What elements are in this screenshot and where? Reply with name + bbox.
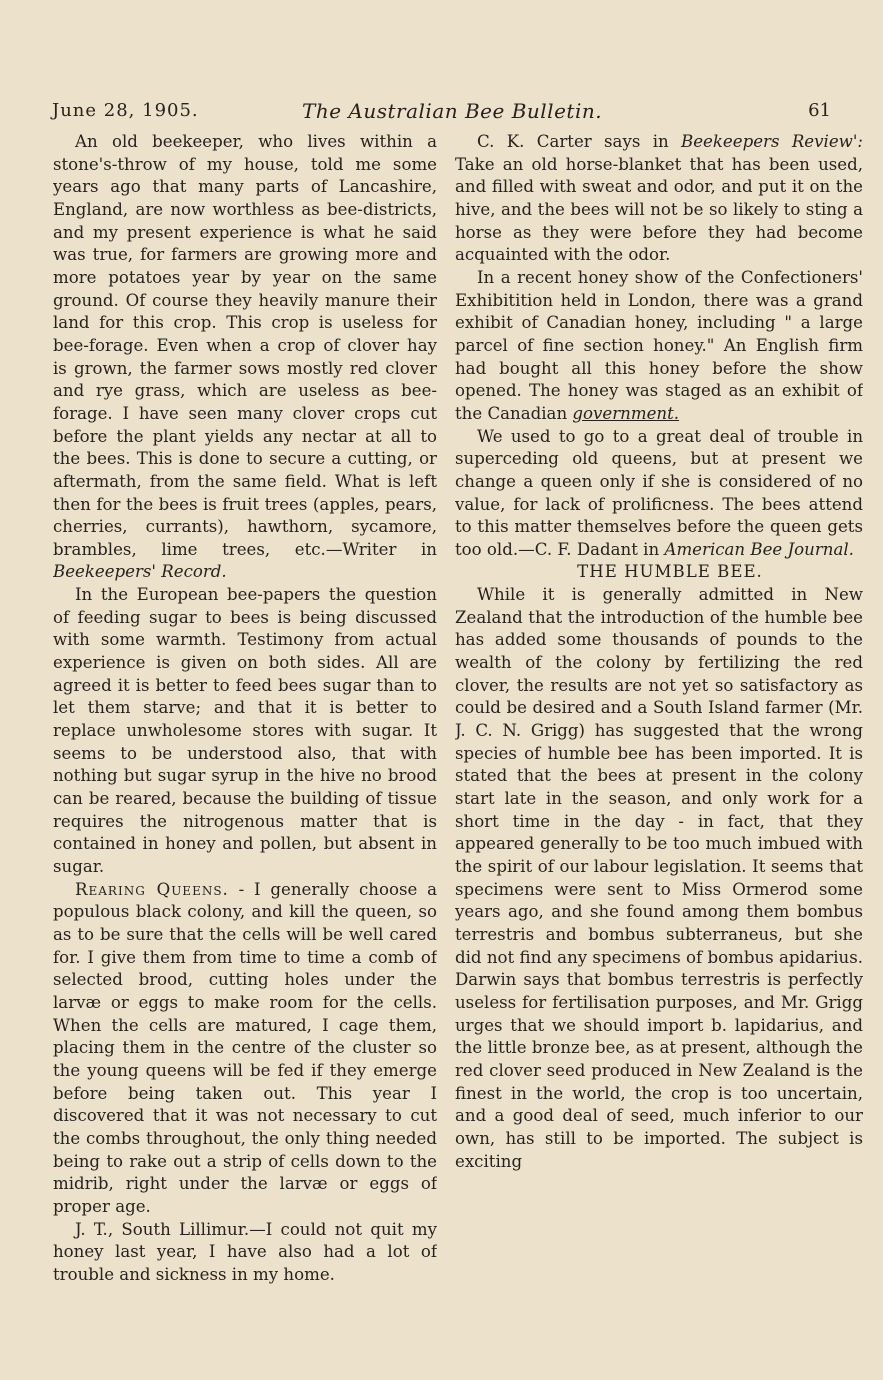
header-date: June 28, 1905. <box>52 100 199 121</box>
sugar-feeding-paragraph: In the European bee-papers the question of feeding sugar to bees is being discussed with some warmth. Testimony from actual experience is given on both sides. All are agreed it is better to feed bees sugar than to let them starve; and that it is better to replace unwholesome stores with sugar. It seems to be understood also, that with nothing but sugar syrup in the hive no brood can be reared, because the building of tissue requires the nitrogenous matter that is contained in honey and pollen, but absent in sugar. <box>53 585 437 876</box>
rearing-queens-paragraph <box>53 879 437 1219</box>
publication-title: The Australian Bee Bulletin. <box>302 99 603 123</box>
section-lead: Rearing Queens. <box>75 879 229 899</box>
page-header <box>52 100 853 126</box>
superceding-queens-paragraph <box>455 426 863 562</box>
left-column <box>53 131 437 1351</box>
paragraph-text: Take an old horse-blanket that has been used, and filled with sweat and odor, and put it on the hive, and the bees will not be so likely to sting a horse as they were before they had become acquainted with the odor. <box>455 154 863 265</box>
honey-show-paragraph <box>455 267 863 426</box>
paragraph-text: In a recent honey show of the Confectioners' Exhibitition held in London, there was a grand exhibit of Canadian honey, including " a large parcel of fine section honey." An English firm had bought all this honey before the show opened. The honey was staged as an exhibit of the Canadian <box>455 267 863 423</box>
source-citation: Beekeepers Review': <box>681 132 863 151</box>
page-number: 61 <box>808 100 831 121</box>
paragraph-text: C. K. Carter says in <box>477 132 682 151</box>
right-column <box>455 131 863 1351</box>
section-heading: THE HUMBLE BEE. <box>577 562 763 582</box>
paragraph-text: - I generally choose a populous black colony, and kill the queen, so as to be sure that the cells will be well cared for. I give them from time to time a comb of selected brood, cutting holes under the larvæ or eggs to make room for the cells. When the cells are matured, I cage them, placing them in the centre of the cluster so the young queens will be fed if they emerge before being taken out. This year I discovered that it was not necessary to cut the combs throughout, the only thing needed being to rake out a strip of cells down to the midrib, right under the larvæ or eggs of proper age. <box>53 879 437 1216</box>
horse-blanket-paragraph <box>455 131 863 267</box>
source-citation: Beekeepers' Record. <box>53 562 227 582</box>
correspondent-paragraph: J. T., South Lillimur.—I could not quit my honey last year, I have also had a lot of trouble and sickness in my home. <box>53 1219 437 1284</box>
lancashire-paragraph <box>53 131 437 584</box>
paragraph-text: An old beekeeper, who lives within a stone's-throw of my house, told me some years ago that many parts of Lancashire, England, are now worthless as bee-districts, and my present experience is what he said was true, for farmers are growing more and more potatoes year by year on the same ground. Of course they heavily manure their land for this crop. This crop is useless for bee-forage. Even when a crop of clover hay is grown, the farmer sows mostly red clover and rye grass, which are useless as bee-forage. I have seen many clover crops cut before the plant yields any nectar at all to the bees. This is done to secure a cutting, or aftermath, from the same field. What is left then for the bees is fruit trees (apples, pears, cherries, currants), hawthorn, sycamore, brambles, lime trees, etc.—Writer in <box>53 132 437 559</box>
source-citation: American Bee Journal. <box>664 539 854 559</box>
paragraph-text: We used to go to a great deal of trouble in superceding old queens, but at present we change a queen only if she is considered of no value, for lack of prolificness. The bees attend to this matter themselves before the queen gets too old.—C. F. Dadant in <box>455 426 863 559</box>
emphasis-word: government. <box>572 403 680 423</box>
humble-bee-paragraph: While it is generally admitted in New Zealand that the introduction of the humble bee has added some thousands of pounds to the wealth of the colony by fertilizing the red clover, the results are not yet so satisfactory as could be desired and a South Island farmer (Mr. J. C. N. Grigg) has suggested that the wrong species of humble bee has been imported. It is stated that the bees at present in the colony start late in the season, and only work for a short time in the day - in fact, that they appeared generally to be too much imbued with the spirit of our labour legislation. It seems that specimens were sent to Miss Ormerod some years ago, and she found among them bombus terrestris and bombus subterraneus, but she did not find any specimens of bombus apidarius. Darwin says that bombus terrestris is perfectly useless for fertilisation purposes, and Mr. Grigg urges that we should import b. lapidarius, and the little bronze bee, as at present, although the red clover seed produced in New Zealand is the finest in the world, the crop is too uncertain, and a good deal of seed, much inferior to our own, has still to be imported. The subject is exciting <box>455 585 863 1171</box>
